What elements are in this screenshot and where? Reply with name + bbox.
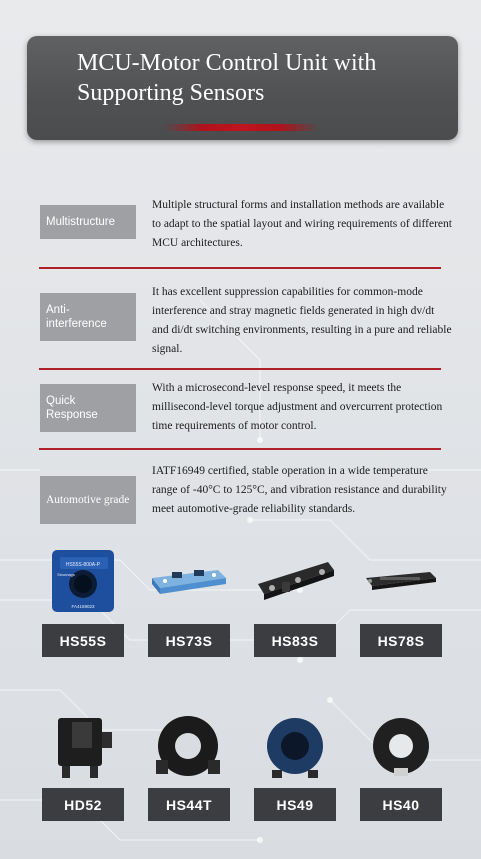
- hd52-sensor-image: [42, 712, 124, 782]
- hs49-sensor-image: [254, 712, 336, 782]
- product-hs49: [254, 712, 336, 822]
- title-accent-bar: [164, 124, 319, 131]
- feature-text: It has excellent suppression capabilities for common-mode interference and stray magnetic fields generated in high dv/dt and di/dt switching environments, resulting in a pure and reliable signal.: [152, 286, 452, 355]
- product-hs78s: [360, 548, 442, 658]
- product-label: HS40: [360, 788, 442, 821]
- feature-row-automotive-grade: [40, 462, 447, 542]
- feature-row-anti-interference: [40, 283, 452, 363]
- divider: [39, 368, 441, 370]
- product-label: HD52: [42, 788, 124, 821]
- hs55s-brand: Sinomags: [57, 572, 75, 577]
- product-hs40: [360, 712, 442, 822]
- divider: [39, 267, 441, 269]
- divider: [39, 448, 441, 450]
- feature-tag: Multistructure: [40, 205, 136, 239]
- product-hs44t: [148, 712, 230, 822]
- product-hd52: [42, 712, 124, 822]
- hs40-sensor-image: [360, 712, 442, 782]
- feature-text: With a microsecond-level response speed, it meets the millisecond-level torque adjustment and overcurrent protection time requirements of motor control.: [152, 382, 443, 432]
- feature-row-multistructure: [40, 196, 452, 256]
- feature-text: Multiple structural forms and installation methods are available to adapt to the spatial layout and wiring requirements of different MCU architectures.: [152, 199, 452, 249]
- hs55s-sensor-image: [42, 548, 124, 618]
- product-label: HS73S: [148, 624, 230, 657]
- product-label: HS83S: [254, 624, 336, 657]
- feature-tag: Anti-interference: [40, 293, 136, 341]
- hs78s-sensor-image: [360, 548, 442, 618]
- hs83s-sensor-image: [254, 548, 336, 618]
- product-label: HS44T: [148, 788, 230, 821]
- product-hs55s: [42, 548, 124, 658]
- hs73s-sensor-image: [148, 548, 230, 618]
- hs55s-engraving: HS55S-800A-P: [65, 562, 101, 568]
- product-label: HS78S: [360, 624, 442, 657]
- product-hs73s: [148, 548, 230, 658]
- feature-tag: Automotive grade: [40, 476, 136, 524]
- feature-row-quick-response: [40, 379, 443, 439]
- page-title: MCU-Motor Control Unit with Supporting Sensors: [77, 50, 377, 106]
- page-header: [27, 36, 458, 140]
- product-label: HS55S: [42, 624, 124, 657]
- feature-tag: Quick Response: [40, 384, 136, 432]
- hs44t-sensor-image: [148, 712, 230, 782]
- hs55s-serial: FA4169023: [71, 604, 95, 609]
- product-hs83s: [254, 548, 336, 658]
- feature-text: IATF16949 certified, stable operation in a wide temperature range of -40°C to 125°C, and vibration resistance and durability meet automotive-grade reliability standards.: [152, 465, 447, 515]
- product-label: HS49: [254, 788, 336, 821]
